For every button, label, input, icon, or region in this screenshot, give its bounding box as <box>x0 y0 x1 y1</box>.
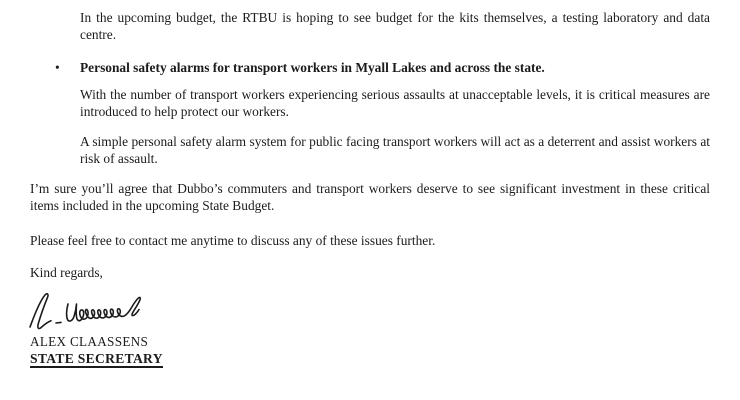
paragraph-contact-me: Please feel free to contact me anytime to discuss any of these issues further. <box>30 233 436 248</box>
signatory-name: ALEX CLAASSENS <box>30 334 149 349</box>
bullet-item <box>55 59 710 76</box>
paragraph-assaults-levels: With the number of transport workers experiencing serious assaults at unacceptable levels, it is critical measures are introduced to help protect our workers. <box>80 87 710 119</box>
signatory-title: STATE SECRETARY <box>30 351 163 366</box>
handwritten-signature-icon <box>28 291 146 333</box>
paragraph-kits-budget: In the upcoming budget, the RTBU is hoping to see budget for the kits themselves, a testing laboratory and data centre. <box>80 10 710 42</box>
bullet-marker: • <box>55 60 60 75</box>
paragraph-state-budget-investment: I’m sure you’ll agree that Dubbo’s commuters and transport workers deserve to see significant investment in these critical items included in the upcoming State Budget. <box>30 181 710 213</box>
signature-block <box>30 291 710 368</box>
paragraph-alarm-system: A simple personal safety alarm system for public facing transport workers will act as a deterrent and assist workers at risk of assault. <box>80 134 710 166</box>
sign-off: Kind regards, <box>30 265 103 280</box>
bullet-heading-personal-safety-alarms: Personal safety alarms for transport workers in Myall Lakes and across the state. <box>80 60 545 75</box>
